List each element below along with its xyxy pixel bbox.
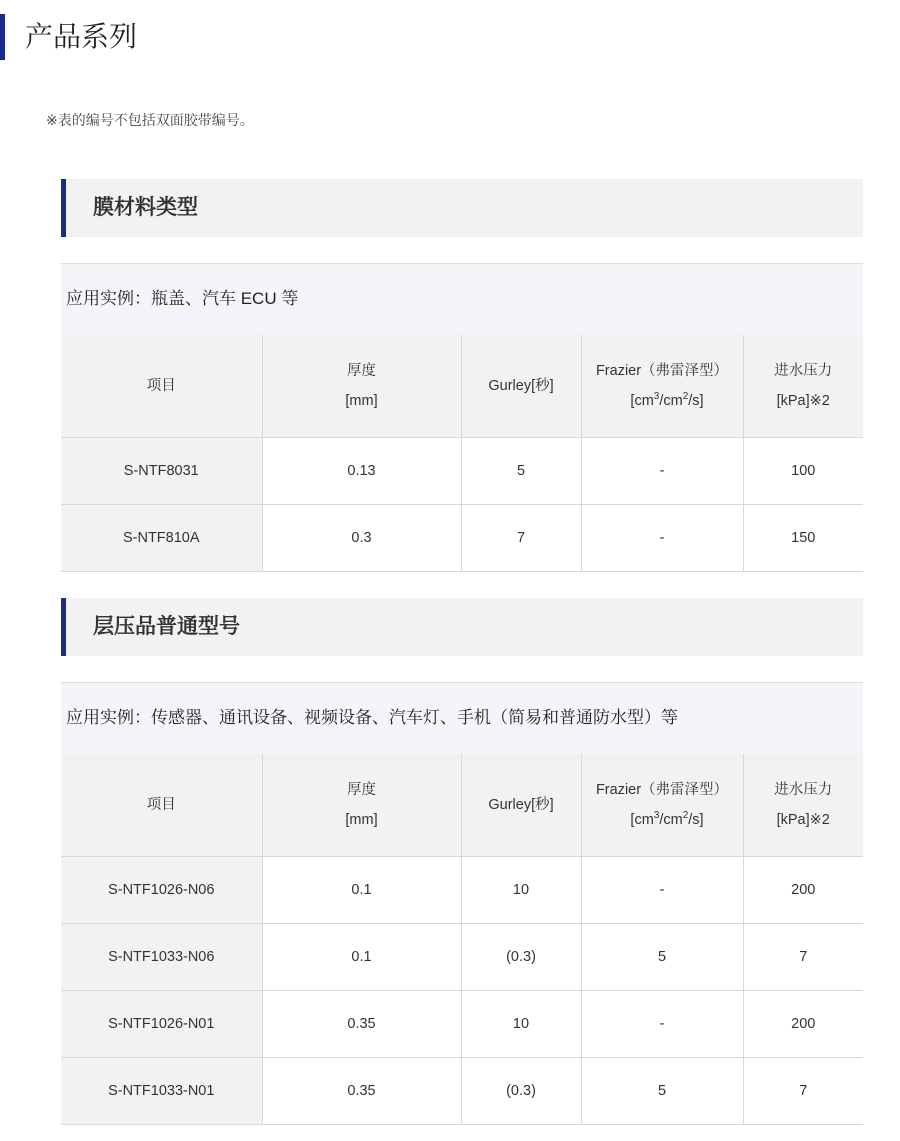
cell-thickness: 0.1 — [262, 924, 461, 991]
header-thickness: 厚度 [mm] — [262, 335, 461, 438]
spec-table-membrane — [61, 335, 863, 572]
table-row — [61, 857, 863, 924]
cell-water-pressure: 100 — [743, 438, 863, 505]
spec-table-laminate — [61, 754, 863, 1125]
cell-frazier: - — [581, 438, 743, 505]
table-header-row — [61, 754, 863, 857]
cell-thickness: 0.3 — [262, 505, 461, 572]
table-row — [61, 1058, 863, 1125]
table-note: ※表的编号不包括双面胶带编号。 — [46, 112, 254, 128]
page-title: 产品系列 — [0, 14, 137, 60]
cell-product-name: S-NTF810A — [61, 505, 262, 572]
cell-gurley: (0.3) — [461, 1058, 581, 1125]
header-water-pressure: 进水压力 [kPa]※2 — [743, 335, 863, 438]
applications-text: 应用实例：传感器、通讯设备、视频设备、汽车灯、手机（简易和普通防水型）等 — [61, 682, 863, 754]
cell-frazier: - — [581, 991, 743, 1058]
table-header-row — [61, 335, 863, 438]
header-water-pressure: 进水压力 [kPa]※2 — [743, 754, 863, 857]
cell-frazier: 5 — [581, 924, 743, 991]
cell-thickness: 0.1 — [262, 857, 461, 924]
applications-text: 应用实例：瓶盖、汽车 ECU 等 — [61, 263, 863, 335]
header-thickness: 厚度 [mm] — [262, 754, 461, 857]
section-heading-membrane — [61, 179, 863, 237]
table-row — [61, 505, 863, 572]
cell-water-pressure: 7 — [743, 1058, 863, 1125]
header-item: 项目 — [61, 335, 262, 438]
section-title: 层压品普通型号 — [93, 615, 240, 638]
header-frazier: Frazier（弗雷泽型） $[cm^3/cm^2/s]$ — [581, 335, 743, 438]
cell-product-name: S-NTF1026-N06 — [61, 857, 262, 924]
cell-gurley: 5 — [461, 438, 581, 505]
table-row — [61, 991, 863, 1058]
cell-frazier: - — [581, 857, 743, 924]
header-gurley: Gurley[秒] — [461, 754, 581, 857]
cell-product-name: S-NTF1033-N06 — [61, 924, 262, 991]
section-title: 膜材料类型 — [93, 196, 198, 219]
cell-frazier: 5 — [581, 1058, 743, 1125]
header-gurley: Gurley[秒] — [461, 335, 581, 438]
cell-water-pressure: 200 — [743, 857, 863, 924]
cell-product-name: S-NTF8031 — [61, 438, 262, 505]
section-heading-laminate — [61, 598, 863, 656]
cell-product-name: S-NTF1026-N01 — [61, 991, 262, 1058]
header-frazier: Frazier（弗雷泽型） $[cm^3/cm^2/s]$ — [581, 754, 743, 857]
table-row — [61, 438, 863, 505]
cell-thickness: 0.35 — [262, 1058, 461, 1125]
cell-product-name: S-NTF1033-N01 — [61, 1058, 262, 1125]
cell-gurley: (0.3) — [461, 924, 581, 991]
cell-frazier: - — [581, 505, 743, 572]
cell-gurley: 10 — [461, 991, 581, 1058]
cell-water-pressure: 7 — [743, 924, 863, 991]
cell-thickness: 0.13 — [262, 438, 461, 505]
cell-gurley: 10 — [461, 857, 581, 924]
cell-gurley: 7 — [461, 505, 581, 572]
cell-water-pressure: 200 — [743, 991, 863, 1058]
cell-thickness: 0.35 — [262, 991, 461, 1058]
cell-water-pressure: 150 — [743, 505, 863, 572]
table-row — [61, 924, 863, 991]
header-item: 项目 — [61, 754, 262, 857]
